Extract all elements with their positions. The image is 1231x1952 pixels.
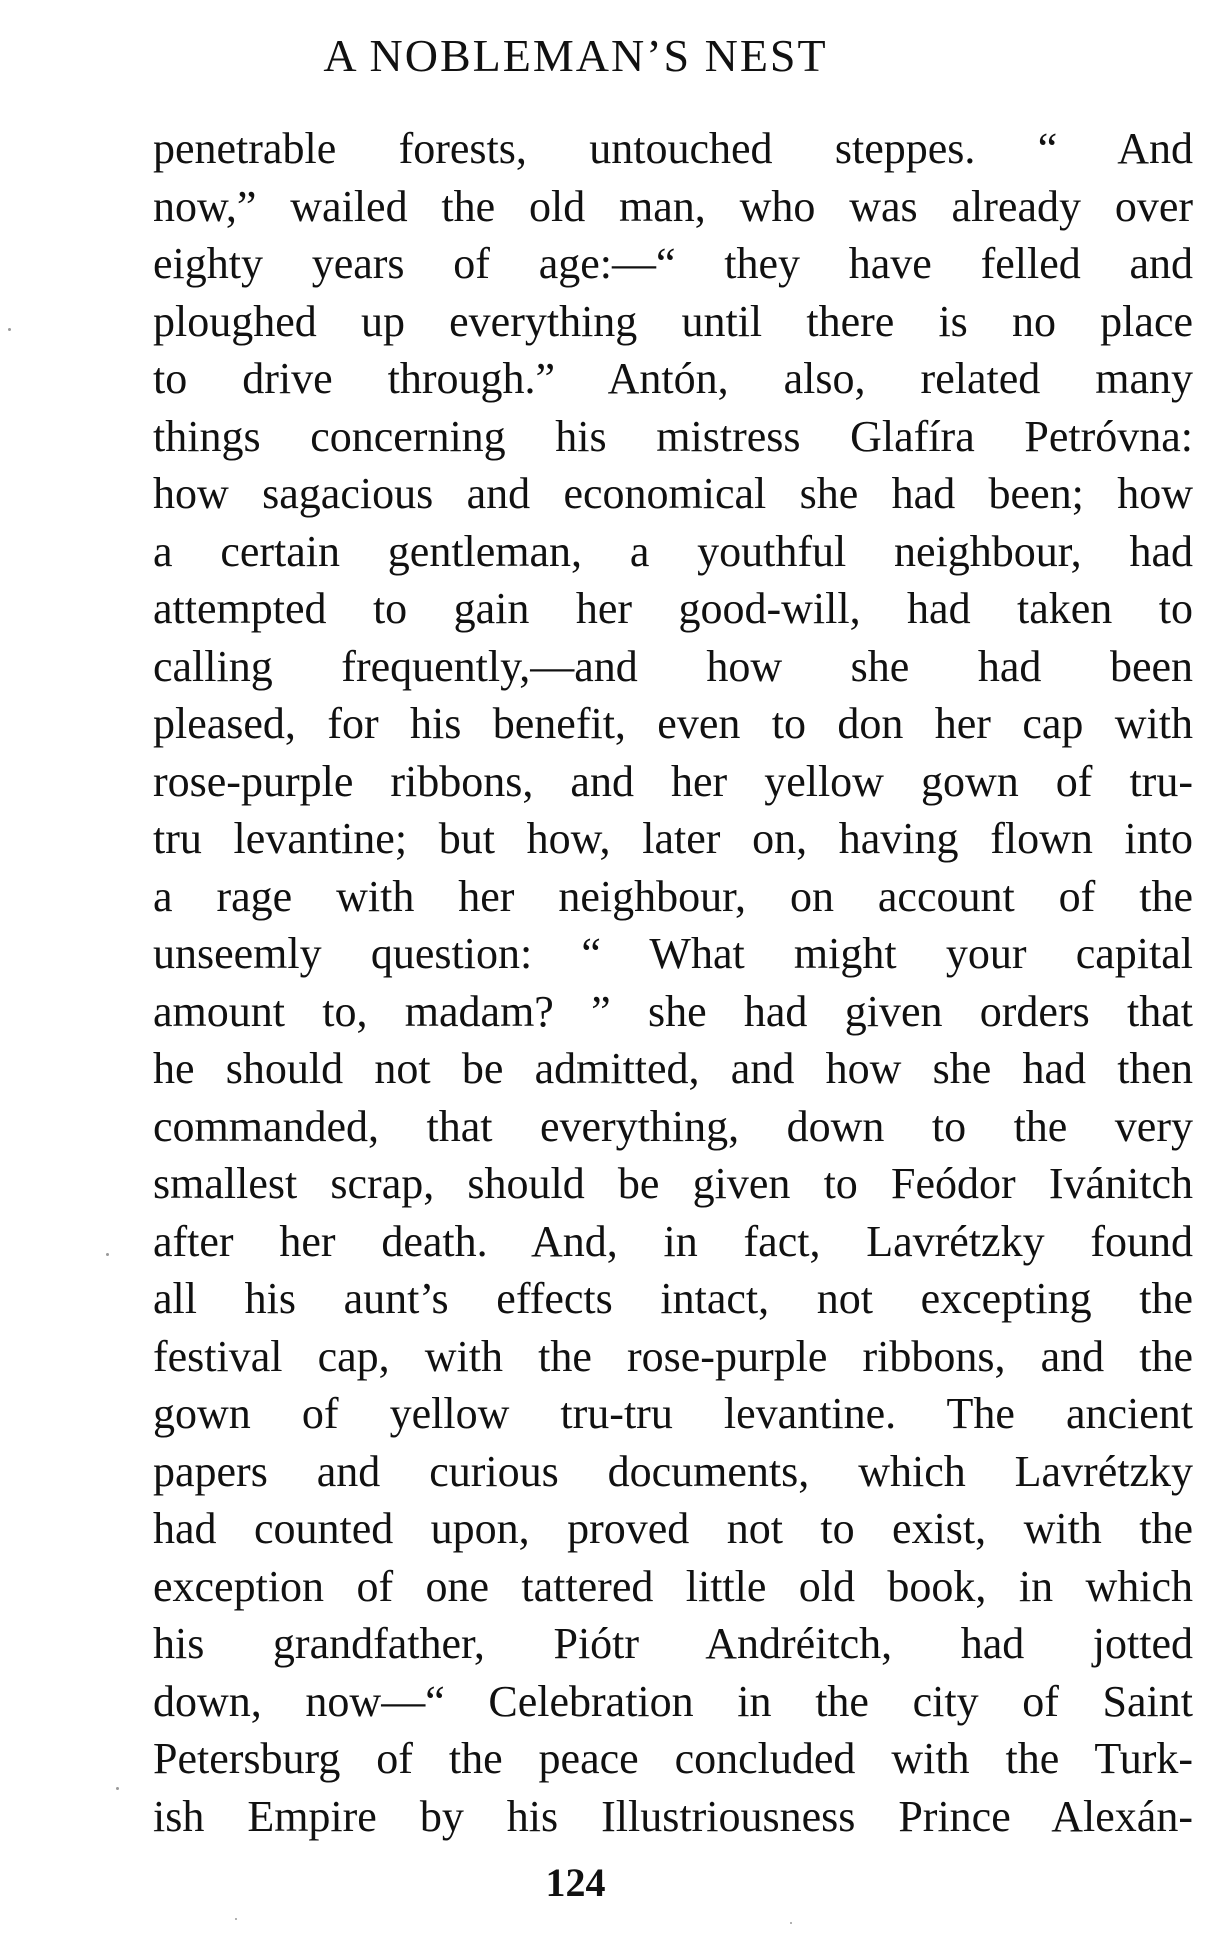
text-line: penetrable forests, untouched steppes. “ And [153, 124, 1193, 173]
text-line: Petersburg of the peace concluded with the Turk- [153, 1734, 1193, 1783]
text-line: he should not be admitted, and how she had then [153, 1044, 1193, 1093]
paper-speck [106, 1253, 109, 1256]
text-line: ish Empire by his Illustriousness Prince Alexán- [153, 1791, 1193, 1841]
text-line: unseemly question: “ What might your capital [153, 929, 1193, 978]
text-line: eighty years of age:—“ they have felled and [153, 239, 1193, 288]
text-line: things concerning his mistress Glafíra Petróvna: [153, 411, 1193, 461]
text-line: a rage with her neighbour, on account of the [153, 871, 1193, 921]
paper-speck [8, 328, 11, 331]
text-line: commanded, that everything, down to the very [153, 1101, 1193, 1151]
text-line: attempted to gain her good-will, had taken to [153, 584, 1193, 633]
text-line: tru levantine; but how, later on, having flown into [153, 814, 1193, 863]
text-line: smallest scrap, should be given to Feódor Ivánitch [153, 1159, 1193, 1208]
paper-speck [116, 1787, 119, 1790]
text-line: had counted upon, proved not to exist, with the [153, 1504, 1193, 1553]
text-line: now,” wailed the old man, who was already over [153, 181, 1193, 231]
text-line: amount to, madam? ” she had given orders that [153, 986, 1193, 1036]
running-head-text: A NOBLEMAN’S NEST [323, 30, 828, 81]
text-line: a certain gentleman, a youthful neighbour, had [153, 526, 1193, 576]
page-number-text: 124 [545, 1860, 606, 1905]
paper-speck [790, 1922, 792, 1924]
text-line: to drive through.” Antón, also, related many [153, 354, 1193, 403]
page-number [0, 1858, 1231, 1908]
text-line: rose-purple ribbons, and her yellow gown of tru- [153, 756, 1193, 806]
text-line: ploughed up everything until there is no place [153, 296, 1193, 346]
text-line: pleased, for his benefit, even to don her cap with [153, 699, 1193, 748]
body-text [153, 120, 1193, 1845]
text-line: how sagacious and economical she had been; how [153, 469, 1193, 518]
text-line: down, now—“ Celebration in the city of Saint [153, 1676, 1193, 1726]
text-line: gown of yellow tru-tru levantine. The ancient [153, 1389, 1193, 1438]
text-line: all his aunt’s effects intact, not excepting the [153, 1274, 1193, 1323]
text-line: papers and curious documents, which Lavrétzky [153, 1446, 1193, 1496]
paper-speck [235, 1918, 237, 1920]
running-head [0, 26, 1231, 86]
text-line: after her death. And, in fact, Lavrétzky found [153, 1216, 1193, 1266]
text-line: his grandfather, Piótr Andréitch, had jotted [153, 1619, 1193, 1668]
text-line: calling frequently,—and how she had been [153, 641, 1193, 691]
text-line: festival cap, with the rose-purple ribbons, and the [153, 1331, 1193, 1381]
text-line: exception of one tattered little old book, in which [153, 1561, 1193, 1611]
